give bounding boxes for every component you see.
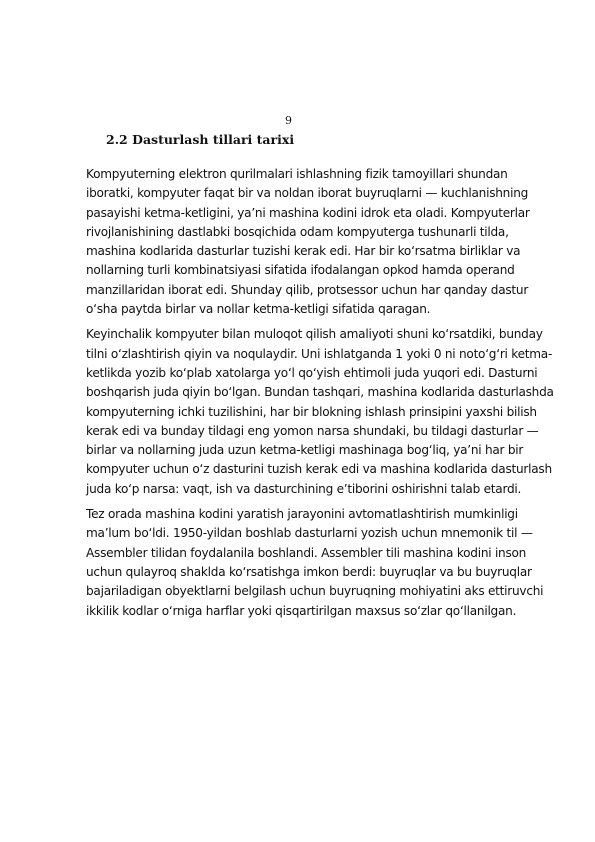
section-title: 2.2 Dasturlash tillari tarixi [106,132,295,147]
paragraph-3: Tez orada mashina kodini yaratish jarayonini avtomatlashtirish mumkinligi ma’lum bo‘ldi. 1950-yildan boshlab dasturlarni yozish uchun mnemonik til — Assembler tilidan foydalanila boshlandi. Assembler tili mashina kodini inson uchun qulayroq shaklda ko‘rsatishga imkon berdi: buyruqlar va bu buyruqlar bajariladigan obyektlarni belgilash uchun buyruqning mohiyatini aks ettiruvchi ikkilik kodlar o‘rniga harflar yoki qisqartirilgan maxsus so‘zlar qo‘llanilgan. [86,507,544,618]
body-text [86,165,554,627]
page-number: 9 [285,114,292,127]
paragraph-1: Kompyuterning elektron qurilmalari ishlashning fizik tamoyillari shundan iboratki, kompyuter faqat bir va noldan iborat buyruqlarni — kuchlanishning pasayishi ketma-ketligini, ya’ni mashina kodini idrok eta oladi. Kompyuterlar rivojlanishining dastlabki bosqichida odam kompyuterga tushunarli tilda, mashina kodlarida dasturlar tuzishi kerak edi. Har bir ko‘rsatma birliklar va nollarning turli kombinatsiyasi sifatida ifodalangan opkod hamda operand manzillaridan iborat edi. Shunday qilib, protsessor uchun har qanday dastur o‘sha paytda birlar va nollar ketma-ketligi sifatida qaragan. [86,167,530,317]
paragraph-2: Keyinchalik kompyuter bilan muloqot qilish amaliyoti shuni ko‘rsatdiki, bunday tilni o‘zlashtirish qiyin va noqulaydir. Uni ishlatganda 1 yoki 0 ni noto‘g‘ri ketma-ketlikda yozib ko‘plab xatolarga yo‘l qo‘yish ehtimoli juda yuqori edi. Dasturni boshqarish juda qiyin bo‘lgan. Bundan tashqari, mashina kodlarida dasturlashda kompyuterning ichki tuzilishini, har bir blokning ishlash prinsipini yaxshi bilish kerak edi va bunday tildagi eng yomon narsa shundaki, bu tildagi dasturlar — birlar va nollarning juda uzun ketma-ketligi mashinaga bog‘liq, ya’ni har bir kompyuter uchun o‘z dasturini tuzish kerak edi va mashina kodlarida dasturlash juda ko‘p narsa: vaqt, ish va dasturchining e’tiborini oshirishni talab etardi. [86,327,554,496]
